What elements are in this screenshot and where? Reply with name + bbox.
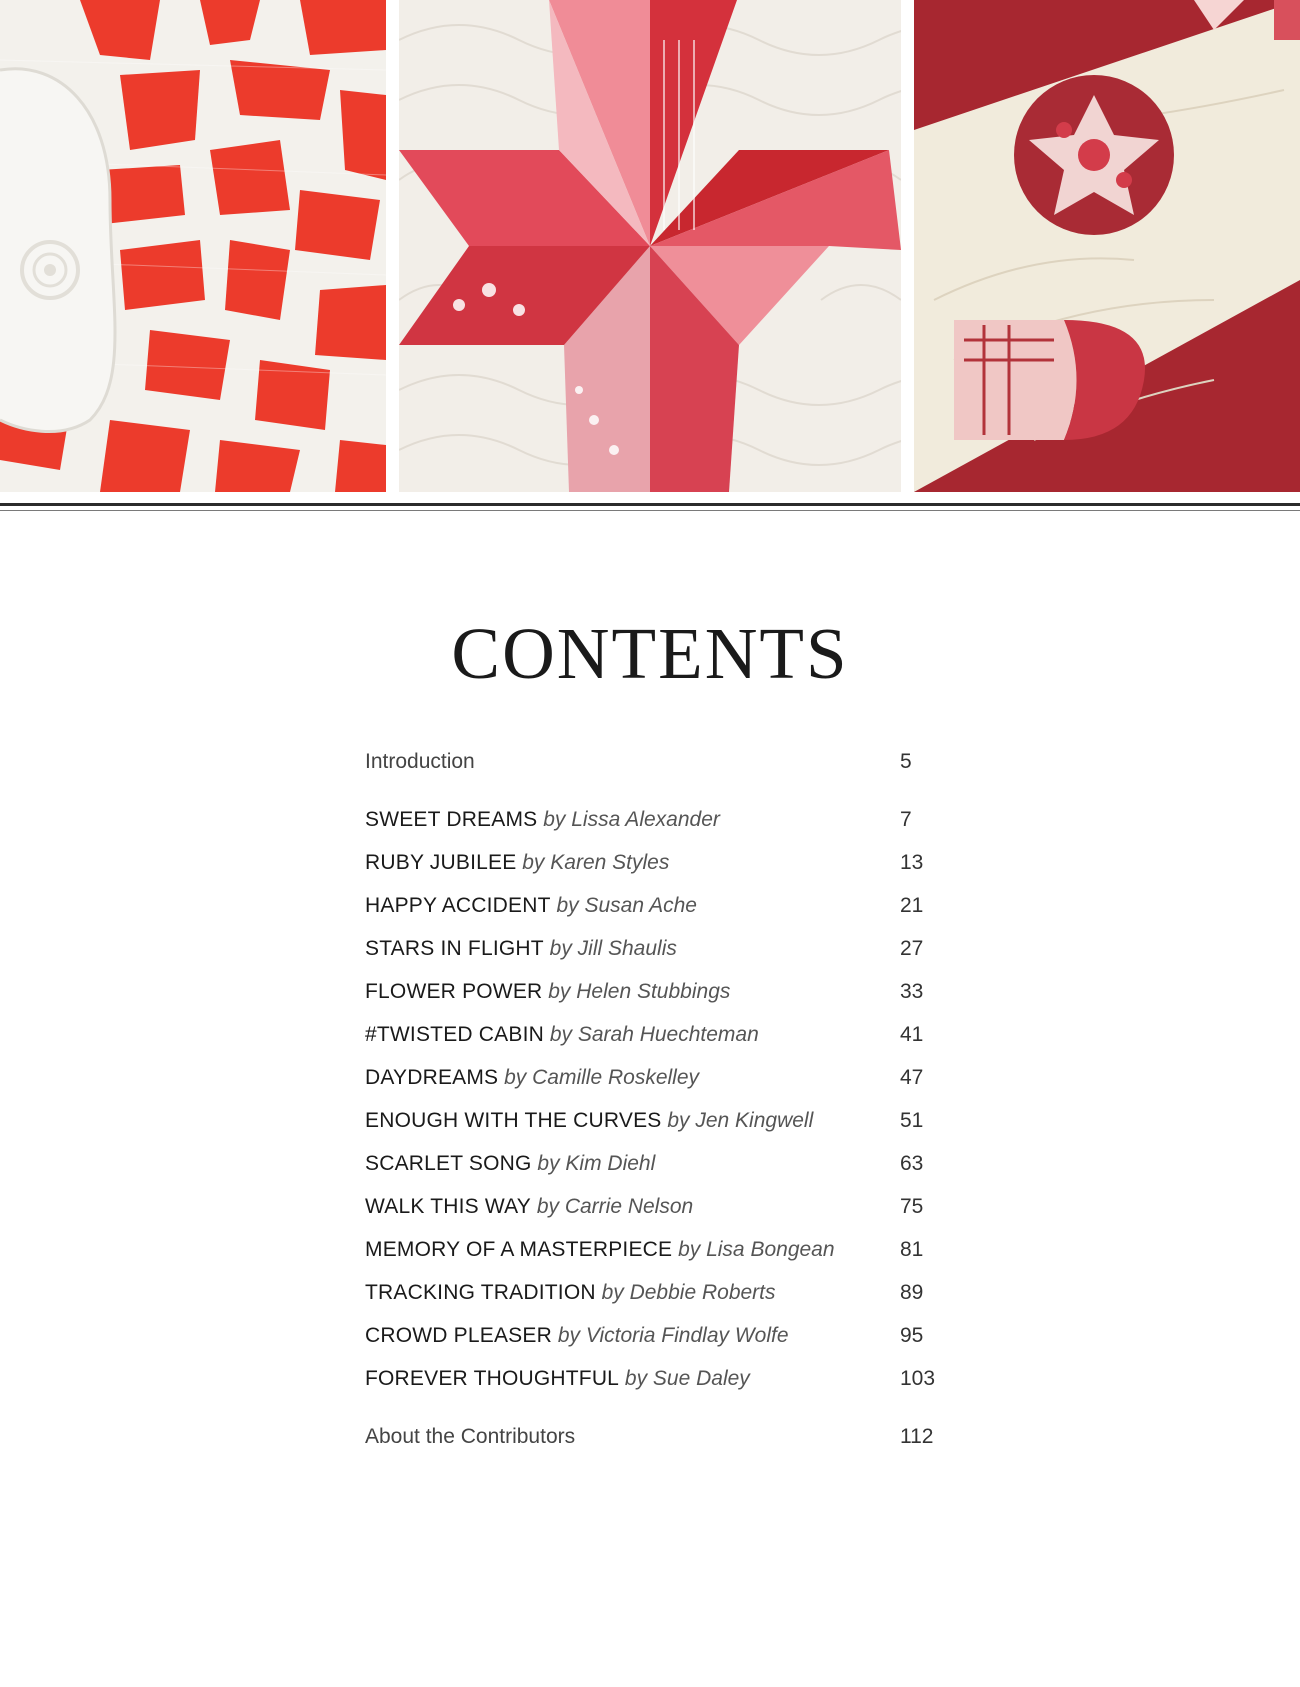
toc-entry[interactable] — [365, 798, 955, 841]
toc-entry-page: 33 — [900, 979, 924, 1003]
photo-strip — [0, 0, 1300, 492]
toc-entry-author: by Susan Ache — [556, 893, 697, 917]
toc-entry-title: #TWISTED CABIN — [365, 1022, 544, 1046]
toc-entry-page: 75 — [900, 1194, 924, 1218]
contents-heading: CONTENTS — [451, 613, 849, 694]
toc-entry-title: HAPPY ACCIDENT — [365, 893, 551, 917]
toc-entry[interactable] — [365, 970, 955, 1013]
toc-entry-page: 13 — [900, 850, 924, 874]
toc-entry-title: STARS IN FLIGHT — [365, 936, 544, 960]
toc-entry-title: SCARLET SONG — [365, 1151, 532, 1175]
toc-entry[interactable] — [365, 1056, 955, 1099]
toc-entry[interactable] — [365, 884, 955, 927]
toc-entry-author: by Debbie Roberts — [601, 1280, 776, 1304]
toc-entry-title: WALK THIS WAY — [365, 1194, 531, 1218]
toc-entry-author: by Camille Roskelley — [504, 1065, 700, 1089]
toc-introduction-row[interactable] — [365, 740, 955, 783]
toc-introduction-page: 5 — [900, 749, 912, 773]
toc-entry-author: by Kim Diehl — [537, 1151, 656, 1175]
toc-entry[interactable] — [365, 1271, 955, 1314]
toc-entry-page: 41 — [900, 1022, 924, 1046]
toc-entry-author: by Jill Shaulis — [549, 936, 677, 960]
toc-entry[interactable] — [365, 1142, 955, 1185]
toc-entry-author: by Sue Daley — [624, 1366, 750, 1390]
toc-entry-author: by Carrie Nelson — [536, 1194, 694, 1218]
toc-entry-author: by Karen Styles — [522, 850, 670, 874]
toc-contributors-row[interactable] — [365, 1415, 955, 1458]
toc-entry-page: 27 — [900, 936, 924, 960]
toc-entry-author: by Lisa Bongean — [678, 1237, 835, 1261]
toc-entry-page: 7 — [900, 807, 912, 831]
red-cream-circle-quilt-photo — [914, 0, 1300, 492]
red-white-geometric-quilt-photo — [0, 0, 386, 492]
toc-entry-title: SWEET DREAMS — [365, 807, 538, 831]
toc-entry[interactable] — [365, 927, 955, 970]
toc-entry-page: 89 — [900, 1280, 924, 1304]
toc-entry-page: 81 — [900, 1237, 924, 1261]
toc-entry-title: FLOWER POWER — [365, 979, 543, 1003]
header-rule-thin — [0, 510, 1300, 511]
toc-entry[interactable] — [365, 1099, 955, 1142]
toc-entry-author: by Lissa Alexander — [543, 807, 720, 831]
toc-entry-title: DAYDREAMS — [365, 1065, 499, 1089]
toc-contributors-label: About the Contributors — [365, 1424, 576, 1448]
toc-entry-page: 95 — [900, 1323, 924, 1347]
toc-entry-title: RUBY JUBILEE — [365, 850, 517, 874]
toc-entry-page: 63 — [900, 1151, 924, 1175]
toc-entry-author: by Sarah Huechteman — [549, 1022, 759, 1046]
toc-entry-page: 51 — [900, 1108, 924, 1132]
toc-entry-author: by Victoria Findlay Wolfe — [557, 1323, 789, 1347]
toc-entry-page: 21 — [900, 893, 924, 917]
table-of-contents — [365, 740, 955, 1458]
toc-entry-title: ENOUGH WITH THE CURVES — [365, 1108, 662, 1132]
toc-entry[interactable] — [365, 1314, 955, 1357]
toc-entry[interactable] — [365, 1357, 955, 1400]
toc-entry[interactable] — [365, 841, 955, 884]
toc-entry-title: FOREVER THOUGHTFUL — [365, 1366, 620, 1390]
header-rule-thick — [0, 503, 1300, 506]
toc-introduction-label: Introduction — [365, 749, 475, 773]
toc-contributors-page: 112 — [900, 1424, 934, 1448]
toc-entry-title: MEMORY OF A MASTERPIECE — [365, 1237, 673, 1261]
toc-entry[interactable] — [365, 1013, 955, 1056]
toc-entry-author: by Jen Kingwell — [667, 1108, 814, 1132]
toc-entry[interactable] — [365, 1228, 955, 1271]
toc-entry-title: CROWD PLEASER — [365, 1323, 552, 1347]
toc-entry-page: 103 — [900, 1366, 936, 1390]
toc-entry-author: by Helen Stubbings — [548, 979, 731, 1003]
toc-entry[interactable] — [365, 1185, 955, 1228]
eight-point-star-quilt-block-photo — [399, 0, 901, 492]
toc-entry-title: TRACKING TRADITION — [365, 1280, 596, 1304]
toc-entry-page: 47 — [900, 1065, 924, 1089]
